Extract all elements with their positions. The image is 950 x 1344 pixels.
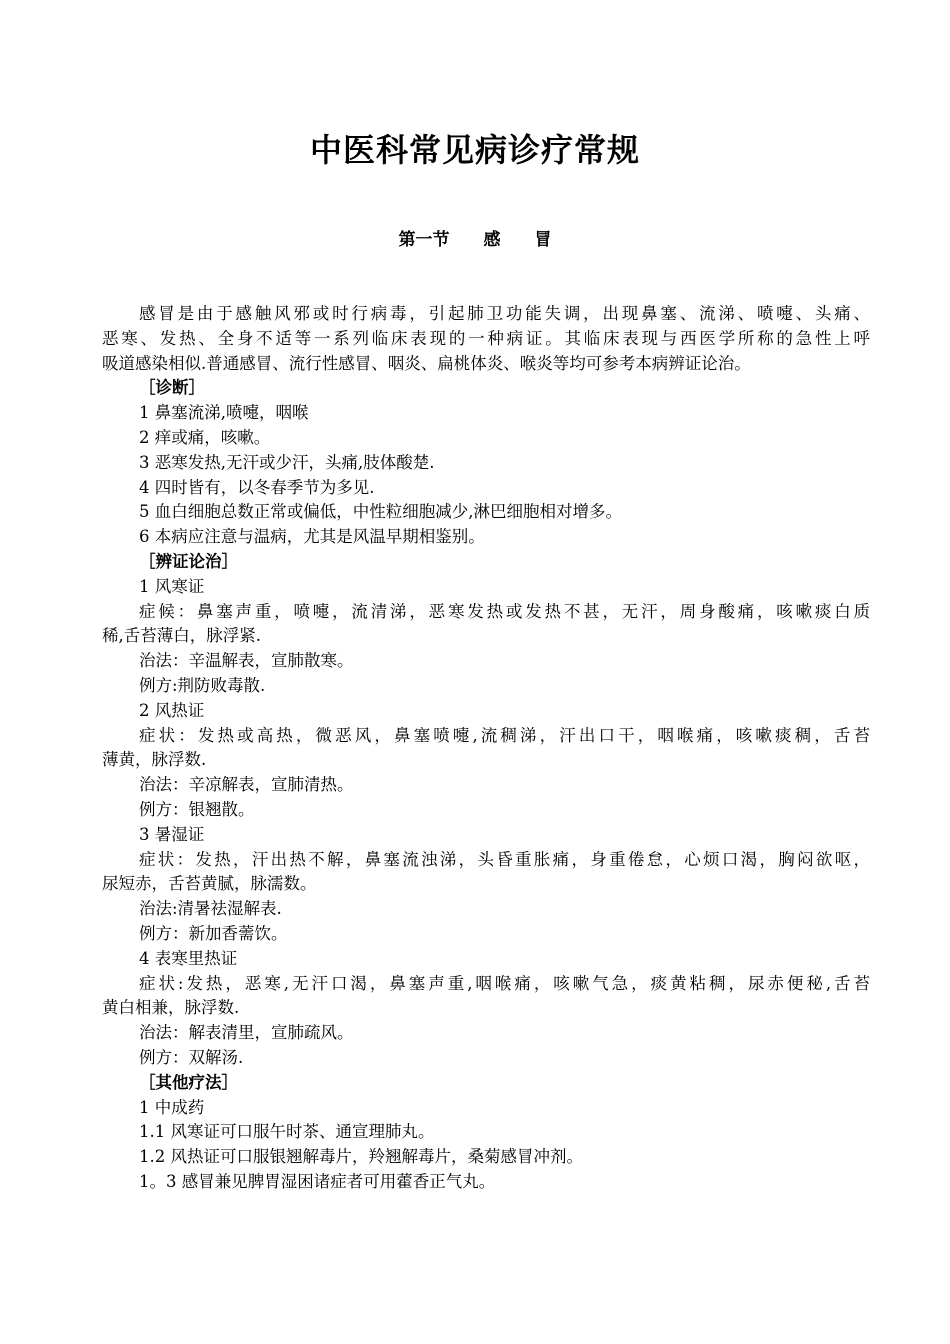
text-line: 症状：发热，汗出热不解，鼻塞流浊涕，头昏重胀痛，身重倦怠，心烦口渴，胸闷欲呕， xyxy=(139,849,870,869)
text-line: 2 风热证 xyxy=(139,700,205,720)
text-line: 治法:清暑祛湿解表. xyxy=(139,899,282,919)
text-line: 3 恶寒发热,无汗或少汗，头痛,肢体酸楚. xyxy=(139,452,435,472)
text-line: 例方：双解汤. xyxy=(139,1047,244,1067)
text-line: 治法：辛温解表，宣肺散寒。 xyxy=(139,651,354,671)
section-heading: ［辨证论治］ xyxy=(139,551,238,571)
text-line: 1 风寒证 xyxy=(139,576,205,596)
text-line: 症状:发热，恶寒,无汗口渴，鼻塞声重,咽喉痛，咳嗽气急，痰黄粘稠，尿赤便秘,舌苔 xyxy=(139,973,870,993)
text-line: 5 血白细胞总数正常或偏低，中性粒细胞减少,淋巴细胞相对增多。 xyxy=(139,502,622,522)
text-line: 1。3 感冒兼见脾胃湿困诸症者可用藿香正气丸。 xyxy=(139,1171,496,1191)
text-line: 稀,舌苔薄白，脉浮紧. xyxy=(102,626,261,646)
text-line: 3 暑湿证 xyxy=(139,824,205,844)
text-line: 6 本病应注意与温病，尤其是风温早期相鉴别。 xyxy=(139,527,485,547)
text-line: 2 痒或痛，咳嗽。 xyxy=(139,427,271,447)
text-line: 1.2 风热证可口服银翘解毒片，羚翘解毒片，桑菊感冒冲剂。 xyxy=(139,1147,583,1167)
document-body xyxy=(102,302,870,1195)
text-line: 尿短赤，舌苔黄腻，脉濡数。 xyxy=(102,874,317,894)
text-line: 治法：解表清里，宣肺疏风。 xyxy=(139,1023,354,1043)
section-heading: ［诊断］ xyxy=(139,378,205,398)
section-title: 第一节 感 冒 xyxy=(398,230,552,250)
text-line: 1 鼻塞流涕,喷嚏，咽喉 xyxy=(139,403,309,423)
text-line: 感冒是由于感触风邪或时行病毒，引起肺卫功能失调，出现鼻塞、流涕、喷嚏、头痛、 xyxy=(139,304,870,323)
text-line: 1 中成药 xyxy=(139,1097,205,1117)
text-line: 例方:荆防败毒散. xyxy=(139,675,266,695)
text-line: 例方：银翘散。 xyxy=(139,799,255,819)
text-line: 恶寒、发热、全身不适等一系列临床表现的一种病证。其临床表现与西医学所称的急性上呼 xyxy=(102,328,870,348)
text-line: 治法：辛凉解表，宣肺清热。 xyxy=(139,775,354,795)
page-title: 中医科常见病诊疗常规 xyxy=(309,131,640,169)
text-line: 薄黄，脉浮数. xyxy=(102,750,207,770)
text-line: 例方：新加香薷饮。 xyxy=(139,923,288,943)
text-line: 症候：鼻塞声重，喷嚏，流清涕，恶寒发热或发热不甚，无汗，周身酸痛，咳嗽痰白质 xyxy=(139,601,870,621)
text-line: 吸道感染相似.普通感冒、流行性感冒、咽炎、扁桃体炎、喉炎等均可参考本病辨证论治。 xyxy=(102,353,751,373)
text-line: 症状：发热或高热，微恶风，鼻塞喷嚏,流稠涕，汗出口干，咽喉痛，咳嗽痰稠，舌苔 xyxy=(139,725,870,745)
text-line: 4 表寒里热证 xyxy=(139,948,238,968)
text-line: 1.1 风寒证可口服午时茶、通宣理肺丸。 xyxy=(139,1122,435,1142)
section-heading: ［其他疗法］ xyxy=(139,1072,238,1092)
text-line: 4 四时皆有，以冬春季节为多见. xyxy=(139,477,375,497)
text-line: 黄白相兼，脉浮数. xyxy=(102,998,240,1018)
